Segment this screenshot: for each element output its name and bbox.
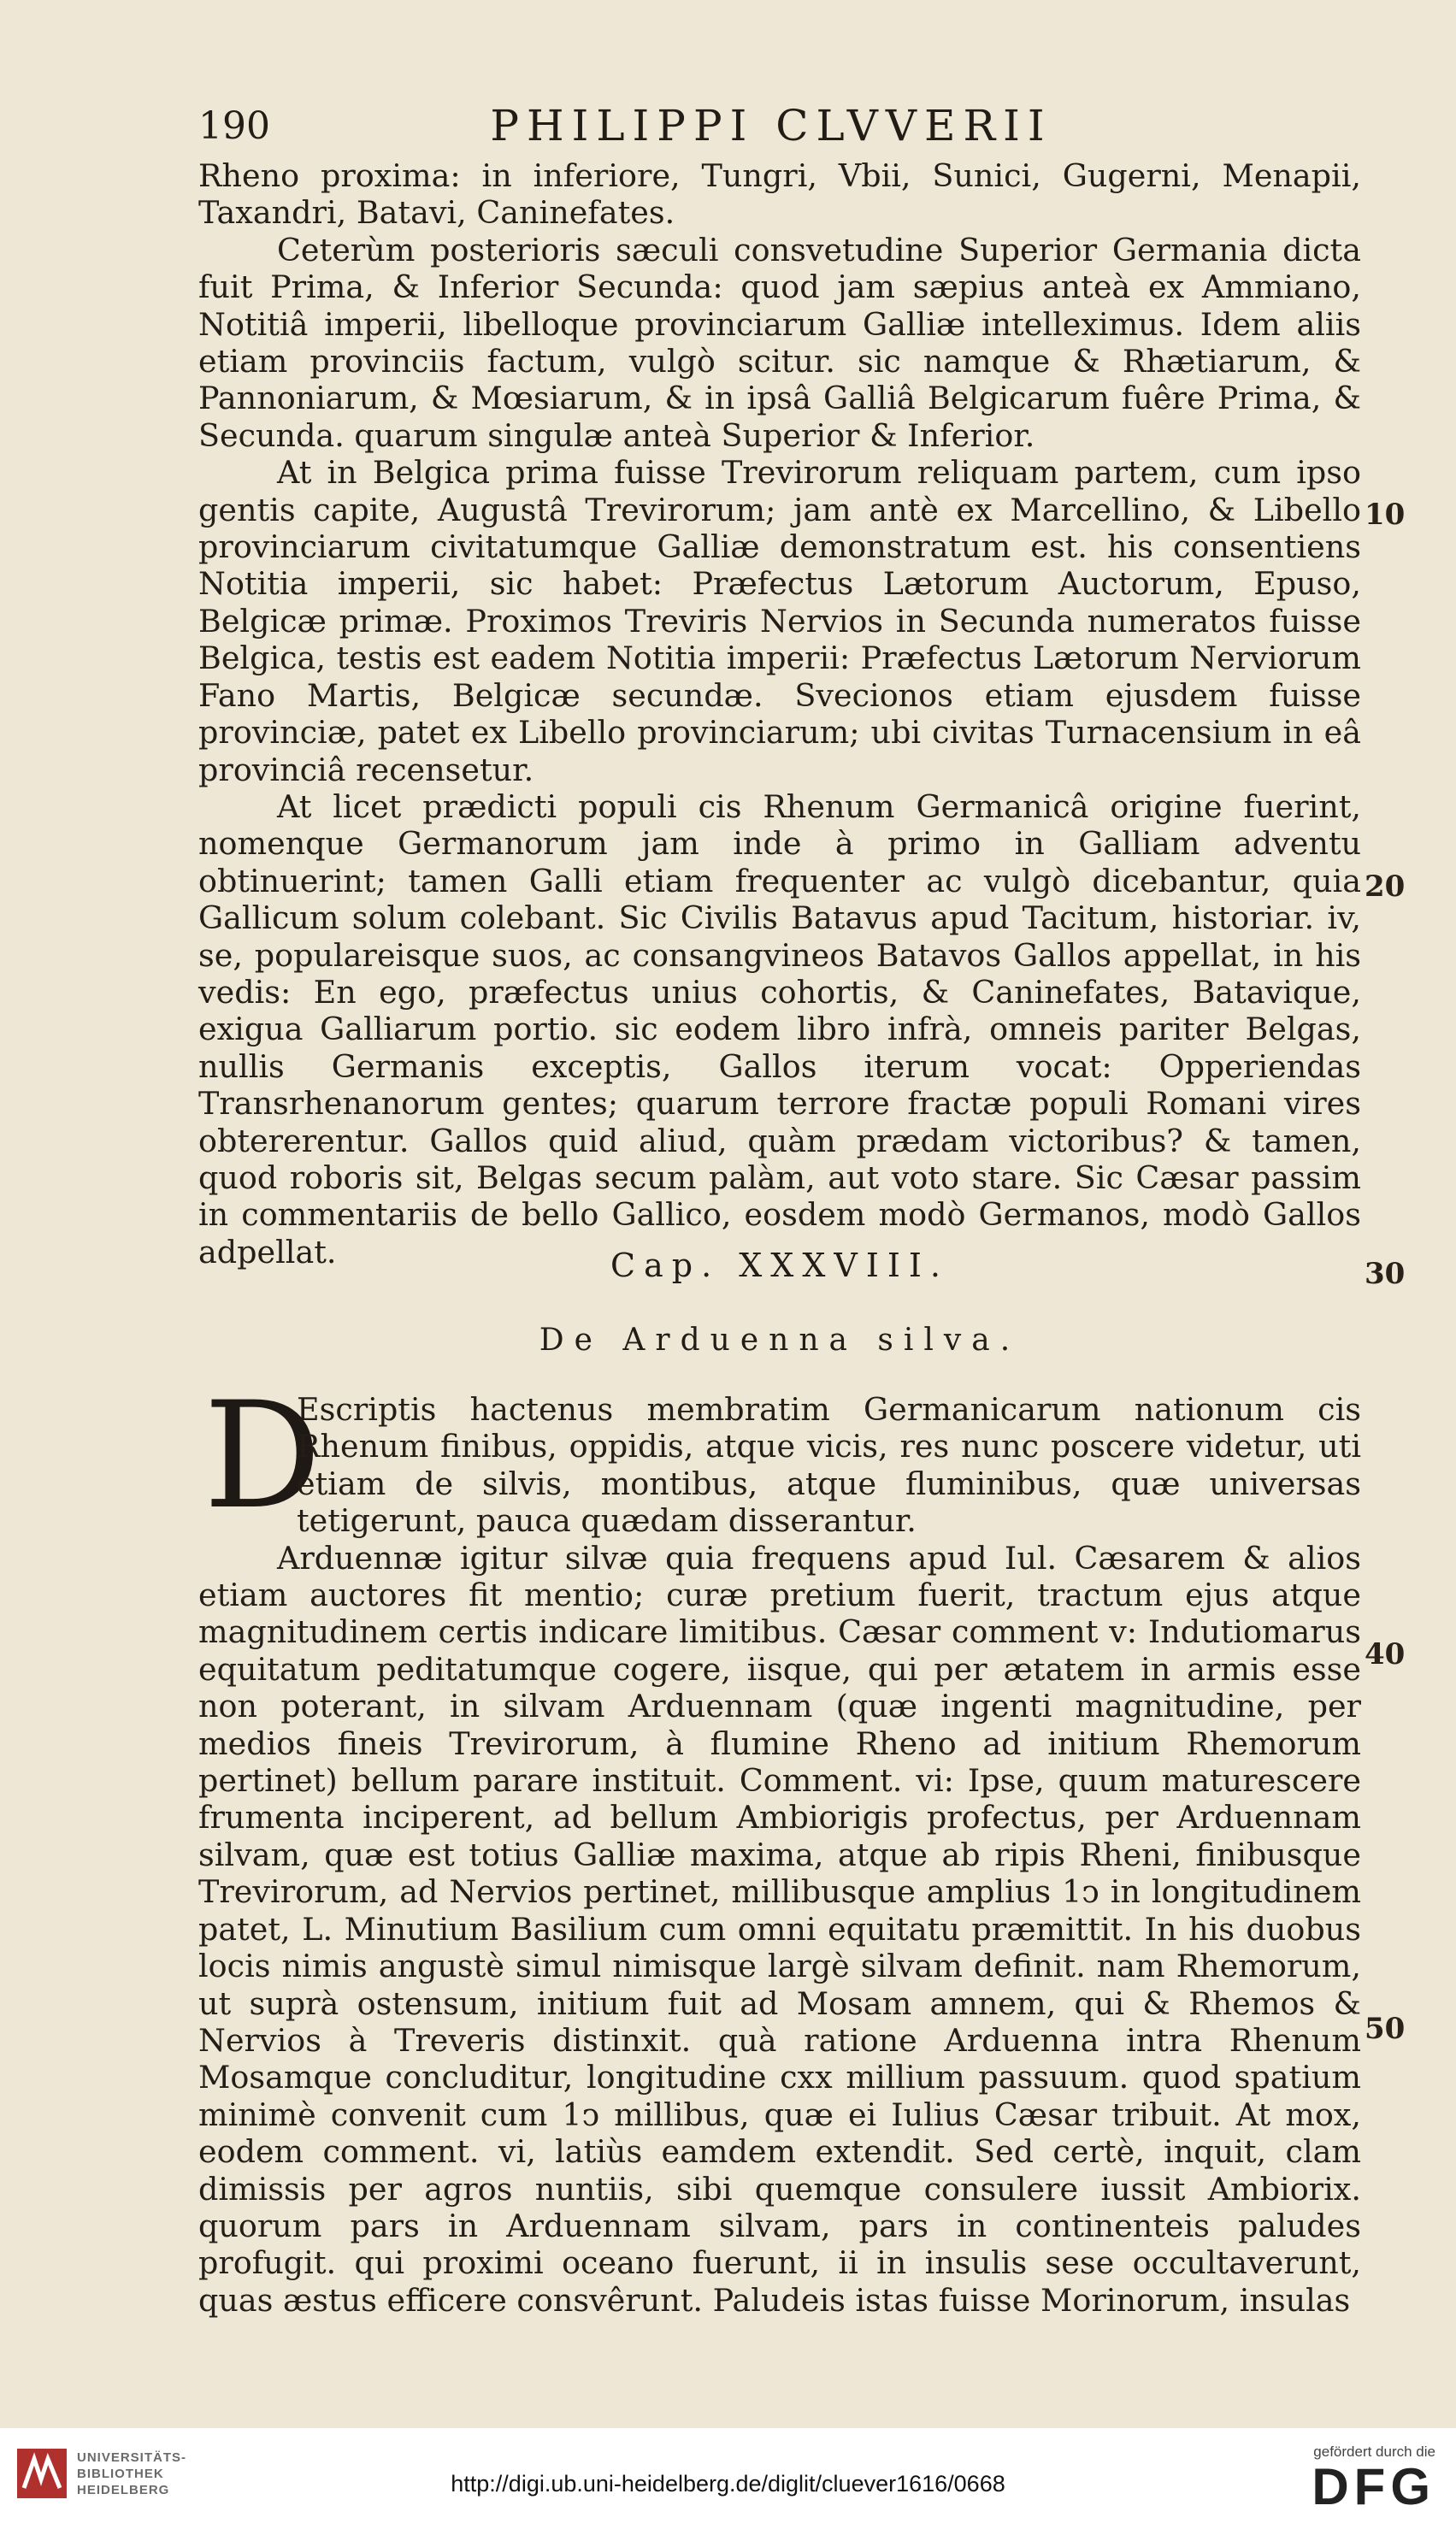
margin-line-number: 40 — [1365, 1637, 1406, 1671]
dfg-logo: DFG — [1312, 2458, 1435, 2515]
text-block-2 — [198, 1370, 1361, 2319]
chapter-heading: Cap. XXXVIII. — [610, 1247, 949, 1284]
sponsor-label: gefördert durch die — [1313, 2444, 1435, 2460]
text-block-1 — [198, 157, 1361, 1270]
logo-text-line: HEIDELBERG — [77, 2482, 170, 2497]
source-url-link[interactable]: http://digi.ub.uni-heidelberg.de/diglit/cluever1616/0668 — [451, 2471, 1005, 2497]
page-number: 190 — [198, 103, 270, 148]
sponsor-block[interactable] — [1312, 2444, 1435, 2514]
paragraph: At in Belgica prima fuisse Trevirorum reliquam partem, cum ipso gentis capite, Augustâ Trevirorum; jam antè ex Marcellino, & Libello provinciarum civitatumque Galliæ demonstratum est. his consentiens Notitia imperii, sic habet: Præfectus Lætorum Auctorum, Epuso, Belgicæ primæ. Proximos Treviris Nervios in Secunda numeratos fuisse Belgica, testis est eadem Notitia imperii: Præfectus Lætorum Nerviorum Fano Martis, Belgicæ secundæ. Svecionos etiam ejusdem fuisse provinciæ, patet ex Libello provinciarum; ubi civitas Turnacensium in eâ provinciâ recensetur. — [198, 454, 1361, 788]
paragraph: Ceterùm posterioris sæculi consvetudine Superior Germania dicta fuit Prima, & Inferior Secunda: quod jam sæpius anteà ex Ammiano, Notitiâ imperii, libelloque provinciarum Galliæ intelleximus. Idem aliis etiam provinciis factum, vulgò scitur. sic namque & Rhætiarum, & Pannoniarum, & Mœsiarum, & in ipsâ Galliâ Belgicarum fuêre Prima, & Secunda. quarum singulæ anteà Superior & Inferior. — [198, 231, 1361, 454]
paragraph: Rheno proxima: in inferiore, Tungri, Vbii, Sunici, Gugerni, Menapii, Taxandri, Batavi, Caninefates. — [198, 157, 1361, 232]
paragraph: Arduennæ igitur silvæ quia frequens apud Iul. Cæsarem & alios etiam auctores fit mentio; curæ pretium fuerit, tractum ejus atque magnitudinem certis indicare limitibus. Cæsar comment v: Indutiomarus equitatum peditatumque cogere, iisque, qui per ætatem in armis esse non poterant, in silvam Arduennam (quæ ingenti magnitudine, per medios fineis Trevirorum, à flumine Rheno ad initium Rhemorum pertinet) bellum parare instituit. Comment. vi: Ipse, quum maturescere frumenta inciperent, ad bellum Ambiorigis profectus, per Arduennam silvam, quæ est totius Galliæ maxima, atque ab ripis Rheni, finibusque Trevirorum, ad Nervios pertinet, millibusque amplius 1ↄ in longitudinem patet, L. Minutium Basilium cum omni equitatu præmittit. In his duobus locis nimis angustè simul nimisque largè silvam definit. nam Rhemorum, ut suprà ostensum, initium fuit ad Mosam amnem, qui & Rhemos & Nervios à Treveris distinxit. quà ratione Arduenna intra Rhenum Mosamque concluditur, longitudine cxx millium passuum. quod spatium minimè convenit cum 1ↄ millibus, quæ ei Iulius Cæsar tribuit. At mox, eodem comment. vi, latiùs eamdem extendit. Sed certè, inquit, clam dimissis per agros nuntiis, sibi quemque consulere iussit Ambiorix. quorum pars in Arduennam silvam, pars in continenteis paludes profugit. qui proximi oceano fuerunt, ii in insulis sese occultaverunt, quas æstus efficere consvêrunt. Paludeis istas fuisse Morinorum, insulas — [198, 1539, 1361, 2319]
logo-text-line: BIBLIOTHEK — [77, 2466, 164, 2481]
running-title: PHILIPPI CLVVERII — [490, 101, 1052, 150]
chapter-subheading: De Arduenna silva. — [539, 1323, 1021, 1358]
paragraph: Escriptis hactenus membratim Germanicarum nationum cis Rhenum finibus, oppidis, atque vicis, res nunc poscere videtur, uti etiam de silvis, montibus, atque fluminibus, quæ universas tetigerunt, pauca quædam disserantur. — [297, 1391, 1361, 1540]
viewer-footer — [0, 2428, 1456, 2535]
drop-capital: D — [203, 1370, 321, 1542]
paragraph: At licet prædicti populi cis Rhenum Germanicâ origine fuerint, nomenque Germanorum jam inde à primo in Galliam adventu obtinuerint; tamen Galli etiam frequenter ac vulgò dicebantur, quia Gallicum solum colebant. Sic Civilis Batavus apud Tacitum, historiar. iv, se, populareisque suos, ac consangvineos Batavos Gallos appellat, in his vedis: En ego, præfectus unius cohortis, & Caninefates, Batavique, exigua Galliarum portio. sic eodem libro infrà, omneis pariter Belgas, nullis Germanis exceptis, Gallos iterum vocat: Opperiendas Transrhenanorum gentes; quarum terrore fractæ populi Romani vires obtererentur. Gallos quid aliud, quàm prædam victoribus? & tamen, quod roboris sit, Belgas secum palàm, aut voto stare. Sic Cæsar passim in commentariis de bello Gallico, eosdem modò Germanos, modò Gallos adpellat. — [198, 787, 1361, 1270]
margin-line-number: 10 — [1365, 498, 1406, 532]
page-header — [198, 96, 1361, 156]
logo-text-line: UNIVERSITÄTS- — [77, 2450, 187, 2465]
margin-line-number: 50 — [1365, 2012, 1406, 2046]
margin-line-number: 20 — [1365, 870, 1406, 904]
margin-line-number: 30 — [1365, 1257, 1406, 1291]
